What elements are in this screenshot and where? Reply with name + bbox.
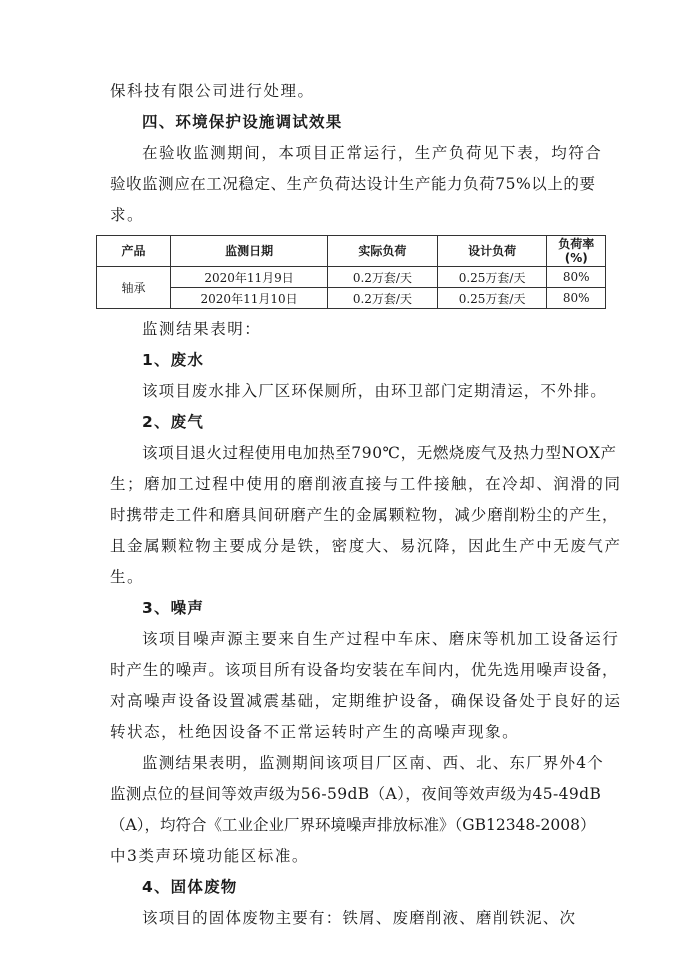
text-line: （A），均符合《工业企业厂界环境噪声排放标准》（GB12348-2008） — [110, 816, 596, 834]
table-header-unit: (%) — [564, 251, 588, 265]
table-cell: 2020年11月10日 — [171, 288, 328, 309]
text-line: 该项目的固体废物主要有：铁屑、废磨削液、磨削铁泥、次 — [142, 909, 577, 927]
table-row — [97, 288, 606, 309]
text-line: 监测结果表明： — [142, 320, 262, 338]
text-line: 该项目废水排入厂区环保厕所，由环卫部门定期清运，不外排。 — [142, 382, 607, 400]
table-cell: 0.2万套/天 — [328, 267, 438, 288]
subsection-heading: 2、废气 — [142, 413, 205, 431]
table-cell: 0.25万套/天 — [437, 267, 547, 288]
text-line: 该项目退火过程使用电加热至790℃，无燃烧废气及热力型NOX产 — [142, 444, 617, 462]
table-cell: 2020年11月9日 — [171, 267, 328, 288]
table-row — [97, 267, 606, 288]
table-cell: 80% — [547, 267, 606, 288]
table-cell: 80% — [547, 288, 606, 309]
text-line: 监测结果表明，监测期间该项目厂区南、西、北、东厂界外4个 — [142, 754, 604, 772]
text-line: 监测点位的昼间等效声级为56-59dB（A），夜间等效声级为45-49dB — [110, 785, 602, 803]
text-line: 验收监测应在工况稳定、生产负荷达设计生产能力负荷75%以上的要 — [110, 175, 596, 193]
table-cell-product: 轴承 — [97, 267, 171, 309]
table-cell: 0.25万套/天 — [437, 288, 547, 309]
text-line: 求。 — [110, 206, 145, 224]
subsection-heading: 4、固体废物 — [142, 878, 238, 896]
table-header — [547, 236, 606, 267]
text-line: 中3类声环境功能区标准。 — [110, 847, 309, 865]
table-header: 监测日期 — [171, 236, 328, 267]
table-cell: 0.2万套/天 — [328, 288, 438, 309]
table-header: 产品 — [97, 236, 171, 267]
table-header: 实际负荷 — [328, 236, 438, 267]
table-header: 设计负荷 — [437, 236, 547, 267]
load-table — [96, 235, 606, 309]
table-header-row — [97, 236, 606, 267]
text-line: 生。 — [110, 568, 145, 586]
table-header-label: 负荷率 — [558, 237, 595, 251]
text-line: 该项目噪声源主要来自生产过程中车床、磨床等机加工设备运行 — [142, 630, 620, 648]
section-heading: 四、环境保护设施调试效果 — [142, 113, 343, 131]
text-line: 且金属颗粒物主要成分是铁，密度大、易沉降，因此生产中无废气产 — [110, 537, 622, 555]
text-line: 在验收监测期间，本项目正常运行，生产负荷见下表，均符合 — [142, 144, 603, 162]
text-line: 生；磨加工过程中使用的磨削液直接与工件接触，在冷却、润滑的同 — [110, 475, 622, 493]
subsection-heading: 3、噪声 — [142, 599, 205, 617]
text-line: 时产生的噪声。该项目所有设备均安装在车间内，优先选用噪声设备， — [110, 661, 619, 679]
text-line: 对高噪声设备设置减震基础，定期维护设备，确保设备处于良好的运 — [110, 692, 622, 710]
text-line: 时携带走工件和磨具间研磨产生的金属颗粒物，减少磨削粉尘的产生， — [110, 506, 619, 524]
text-line: 保科技有限公司进行处理。 — [110, 82, 315, 100]
subsection-heading: 1、废水 — [142, 351, 205, 369]
text-line: 转状态，杜绝因设备不正常运转时产生的高噪声现象。 — [110, 723, 520, 741]
